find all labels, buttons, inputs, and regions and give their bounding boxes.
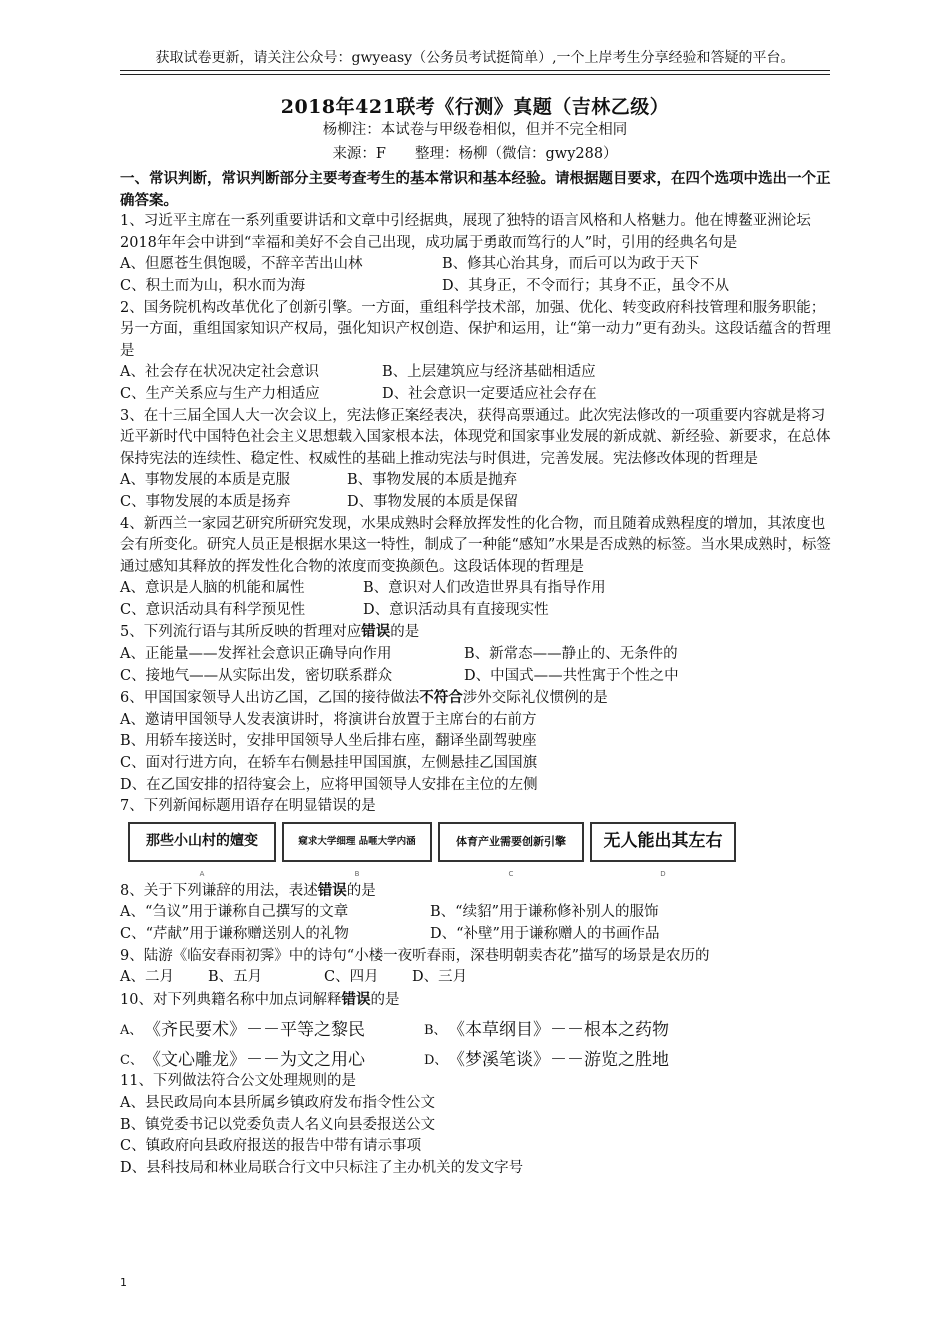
option-row	[120, 578, 832, 600]
option-row	[120, 1041, 832, 1071]
stem-text: 的是	[370, 991, 400, 1008]
option-a: A、县民政局向本县所属乡镇政府发布指令性公文	[120, 1094, 435, 1111]
question-stem	[120, 687, 832, 710]
option-row	[120, 384, 832, 406]
question-stem	[120, 621, 832, 644]
headline-image-c	[438, 822, 584, 886]
page-header: 获取试卷更新，请关注公众号：gwyeasy（公务员考试挺简单）,一个上岸考生分享经验和答疑的平台。	[155, 50, 795, 66]
stem-text: 涉外交际礼仪惯例的是	[462, 690, 608, 707]
question-stem: 4、新西兰一家园艺研究所研究发现，水果成熟时会释放挥发性的化合物，而且随着成熟程度的增加，其浓度也会有所变化。研究人员正是根据水果这一特性，制成了一种能“感知”水果是否成熟的标签。当水果成熟时，标签通过感知其释放的挥发性化合物的浓度而变换颜色。这段话体现的哲理是	[120, 515, 831, 575]
option-row	[120, 967, 832, 989]
stem-text: 的是	[390, 624, 420, 641]
option-d: D、在乙国安排的招待宴会上，应将甲国领导人安排在主位的左侧	[120, 776, 538, 793]
option-c: C、面对行进方向，在轿车右侧悬挂甲国国旗，左侧悬挂乙国国旗	[120, 755, 538, 772]
option-a: A、“刍议”用于谦称自己撰写的文章	[120, 904, 349, 921]
headline-label: D	[660, 869, 666, 878]
option-row	[120, 644, 832, 666]
option-c: C、接地气——从实际出发，密切联系群众	[120, 667, 393, 684]
option-d: D、事物发展的本质是保留	[347, 493, 519, 510]
headline-image-a	[128, 822, 276, 886]
option-b: B、事物发展的本质是抛弃	[347, 472, 518, 489]
page-title: 2018年421联考《行测》真题（吉林乙级）	[280, 96, 670, 118]
option-b: B、新常态——静止的、无条件的	[464, 646, 678, 663]
question-stem: 11、下列做法符合公文处理规则的是	[120, 1073, 356, 1090]
editor-note: 杨柳注：本试卷与甲级卷相似，但并不完全相同	[322, 122, 628, 138]
question-stem: 7、下列新闻标题用语存在明显错误的是	[120, 798, 376, 815]
option-c-prefix: C、	[120, 1052, 143, 1068]
stem-text: 8、关于下列谦辞的用法，表述	[120, 882, 318, 899]
option-d: D、县科技局和林业局联合行文中只标注了主办机关的发文字号	[120, 1159, 524, 1176]
headline-label: A	[199, 869, 205, 878]
headline-label: C	[508, 869, 514, 878]
stem-text: 的是	[346, 882, 376, 899]
option-a-prefix: A、	[120, 1022, 143, 1038]
header-rule-thin	[120, 74, 830, 75]
headline-text: 那些小山村的嬗变	[128, 822, 276, 862]
option-d: D、意识活动具有直接现实性	[363, 601, 549, 618]
headline-images	[128, 822, 832, 878]
option-b: B、镇党委书记以党委负责人名义向县委报送公文	[120, 1116, 436, 1133]
option-c: C、生产关系应与生产力相适应	[120, 385, 320, 402]
option-c: C、四月	[324, 969, 379, 986]
question-stem	[120, 989, 832, 1012]
stem-text: 10、对下列典籍名称中加点词解释	[120, 991, 342, 1008]
option-d: 《梦溪笔谈》－－游览之胜地	[448, 1049, 669, 1070]
option-a: A、正能量——发挥社会意识正确导向作用	[120, 646, 392, 663]
option-c: C、“芹献”用于谦称赠送别人的礼物	[120, 926, 349, 942]
option-a: A、事物发展的本质是克服	[120, 472, 290, 489]
option-d-prefix: D、	[424, 1052, 448, 1068]
option-c: C、意识活动具有科学预见性	[120, 601, 306, 618]
question-stem: 1、习近平主席在一系列重要讲话和文章中引经据典，展现了独特的语言风格和人格魅力。他在博鳌亚洲论坛2018年年会中讲到“幸福和美好不会自己出现，成功属于勇敢而笃行的人”时，引用的经典名句是	[120, 213, 811, 251]
option-c: 《文心雕龙》－－为文之用心	[144, 1049, 365, 1070]
option-d: D、社会意识一定要适应社会存在	[382, 385, 597, 402]
option-c: C、积土而为山，积水而为海	[120, 277, 306, 294]
stem-text: 6、甲国国家领导人出访乙国，乙国的接待做法	[120, 690, 420, 707]
option-c: C、镇政府向县政府报送的报告中带有请示事项	[120, 1138, 422, 1155]
exam-content	[120, 168, 832, 1179]
option-row	[120, 276, 832, 298]
option-b: 《本草纲目》－－根本之药物	[448, 1019, 669, 1040]
stem-emphasis: 不符合	[419, 689, 463, 707]
option-row	[120, 470, 832, 492]
stem-emphasis: 错误	[317, 881, 347, 899]
option-a: A、二月	[120, 969, 174, 986]
page-number: 1	[120, 1276, 127, 1289]
option-b: B、上层建筑应与经济基础相适应	[382, 364, 596, 381]
option-row	[120, 666, 832, 688]
option-a: A、意识是人脑的机能和属性	[120, 580, 305, 597]
option-b: B、修其心治其身，而后可以为政于天下	[442, 256, 700, 273]
option-c: C、事物发展的本质是扬弃	[120, 493, 291, 510]
option-b: B、用轿车接送时，安排甲国领导人坐后排右座，翻译坐副驾驶座	[120, 733, 537, 750]
question-stem: 2、国务院机构改革优化了创新引擎。一方面，重组科学技术部，加强、优化、转变政府科技管理和服务职能；另一方面，重组国家知识产权局，强化知识产权创造、保护和运用，让“第一动力”更有劲头。这段话蕴含的哲理是	[120, 299, 831, 359]
headline-image-b	[282, 822, 432, 886]
stem-text: 5、下列流行语与其所反映的哲理对应	[120, 624, 362, 641]
headline-text: 无人能出其左右	[590, 822, 736, 862]
stem-emphasis: 错误	[341, 990, 371, 1008]
option-b: B、意识对人们改造世界具有指导作用	[363, 580, 606, 597]
option-row	[120, 600, 832, 622]
option-b: B、“续貂”用于谦称修补别人的服饰	[430, 904, 659, 921]
headline-text: 体育产业需要创新引擎	[438, 822, 584, 862]
option-d: D、其身正，不令而行；其身不正，虽令不从	[442, 277, 730, 294]
option-d: D、中国式——共性寓于个性之中	[464, 667, 679, 684]
option-row	[120, 1011, 832, 1041]
option-a: A、社会存在状况决定社会意识	[120, 364, 319, 381]
option-a: 《齐民要术》－－平等之黎民	[144, 1019, 365, 1040]
option-row	[120, 492, 832, 514]
option-d: D、“补壁”用于谦称赠人的书画作品	[430, 926, 660, 942]
option-row	[120, 254, 832, 276]
option-d: D、三月	[412, 969, 468, 986]
source-line: 来源：F 整理：杨柳（微信：gwy288）	[332, 146, 618, 162]
option-row	[120, 902, 832, 924]
headline-label: B	[354, 869, 360, 878]
stem-emphasis: 错误	[361, 623, 391, 641]
option-row	[120, 362, 832, 384]
headline-text: 窥求大学细理 品咂大学内涵	[282, 822, 432, 862]
question-stem: 9、陆游《临安春雨初霁》中的诗句“小楼一夜听春雨，深巷明朝卖杏花”描写的场景是农历的	[120, 947, 710, 964]
option-row	[120, 924, 832, 946]
question-stem: 3、在十三届全国人大一次会议上，宪法修正案经表决，获得高票通过。此次宪法修改的一项重要内容就是将习近平新时代中国特色社会主义思想载入国家根本法，体现党和国家事业发展的新成就、新经验、新要求，在总体保持宪法的连续性、稳定性、权威性的基础上推动宪法与时俱进，完善发展。宪法修改体现的哲理是	[120, 407, 831, 467]
headline-image-d	[590, 822, 736, 886]
option-a: A、但愿苍生俱饱暖，不辞辛苦出山林	[120, 256, 363, 273]
option-b: B、五月	[208, 969, 263, 986]
option-a: A、邀请甲国领导人发表演讲时，将演讲台放置于主席台的右前方	[120, 711, 537, 728]
section-heading: 一、常识判断，常识判断部分主要考查考生的基本常识和基本经验。请根据题目要求，在四个选项中选出一个正确答案。	[120, 170, 831, 209]
header-rule	[120, 70, 830, 71]
option-b-prefix: B、	[424, 1022, 447, 1038]
